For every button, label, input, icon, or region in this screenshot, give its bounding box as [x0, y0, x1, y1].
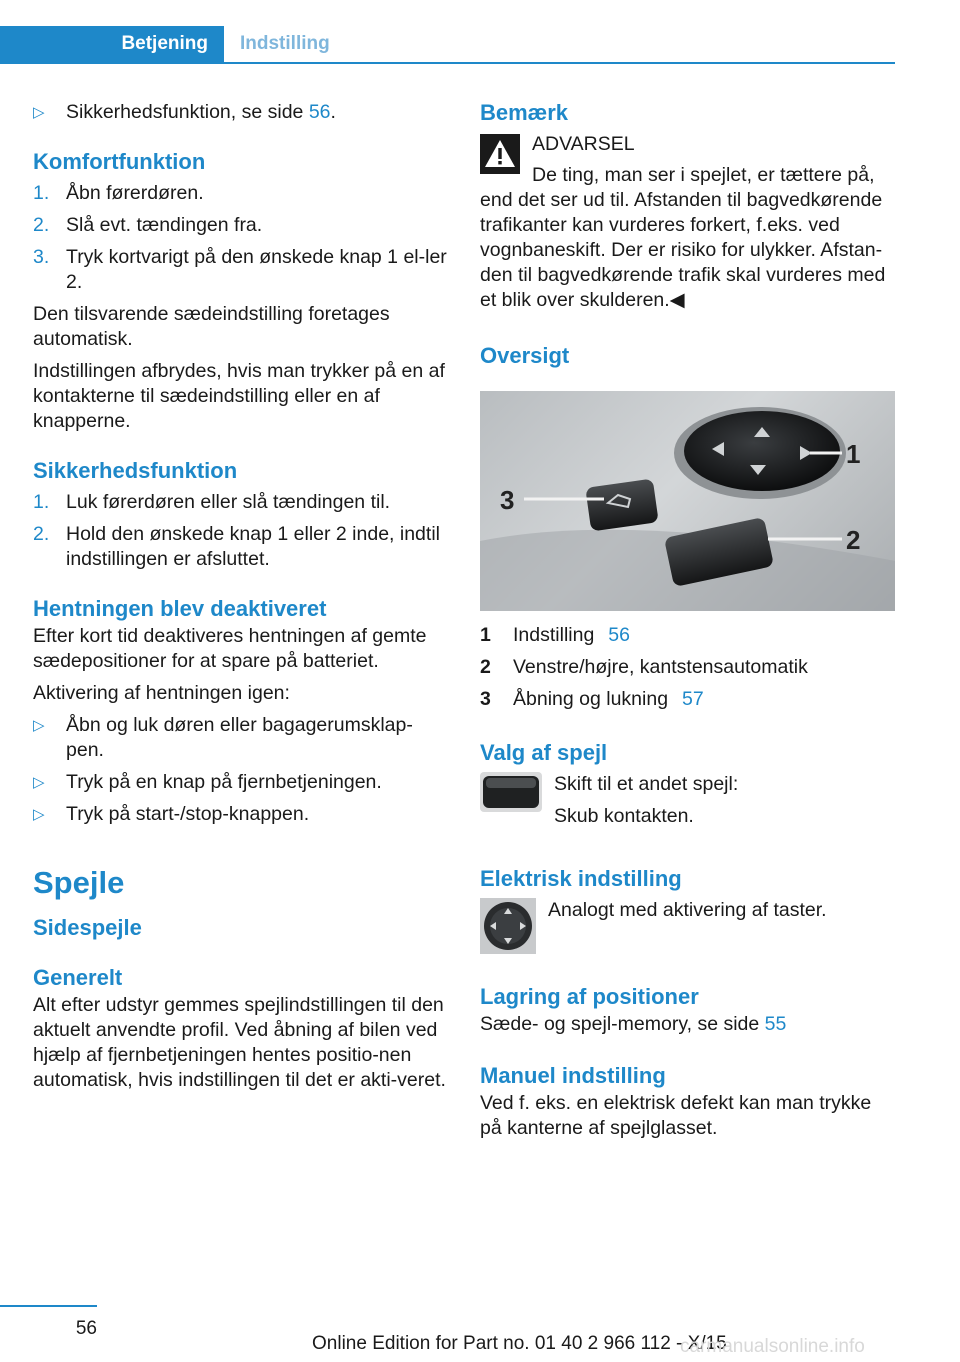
mirror-switch-icon — [480, 772, 542, 812]
legend-number: 2 — [480, 656, 491, 678]
step-number: 1. — [33, 182, 50, 204]
mirror-joystick-icon — [480, 898, 536, 954]
step-number: 1. — [33, 491, 50, 513]
list-item — [33, 802, 448, 827]
mirror-controls-illustration — [480, 391, 895, 611]
page-number: 56 — [75, 1318, 97, 1339]
heading-oversigt: Oversigt — [480, 343, 570, 368]
list-item — [33, 100, 448, 125]
valg-row — [480, 772, 896, 836]
paragraph: Indstillingen afbrydes, hvis man trykker på en af kontakterne til sædeindstilling eller en af knapperne. — [33, 360, 445, 432]
step-text: Åbn førerdøren. — [66, 182, 204, 204]
list-item — [33, 770, 448, 795]
left-column — [33, 100, 448, 1100]
page-link[interactable]: 55 — [764, 1013, 787, 1035]
footer-line — [0, 1305, 97, 1307]
legend-number: 3 — [480, 688, 491, 710]
legend-text: Venstre/højre, kantstensautomatik — [513, 656, 808, 678]
heading-bemaerk: Bemærk — [480, 100, 569, 125]
paragraph: Skub kontakten. — [554, 805, 694, 827]
right-column — [480, 100, 896, 1148]
warning-label: ADVARSEL — [532, 133, 635, 155]
step-number: 3. — [33, 246, 50, 268]
heading-sidespejle: Sidespejle — [33, 915, 142, 940]
page-link[interactable]: 57 — [682, 688, 704, 710]
paragraph: Aktivering af hentningen igen: — [33, 682, 290, 704]
heading-hentning: Hentningen blev deaktiveret — [33, 596, 327, 621]
list-item — [33, 713, 448, 763]
tab-indstilling[interactable]: Indstilling — [240, 33, 330, 54]
heading-lagring: Lagring af positioner — [480, 984, 699, 1009]
step-number: 2. — [33, 523, 50, 545]
list-item — [33, 181, 448, 206]
page-link[interactable]: 56 — [308, 101, 331, 123]
step-text: Tryk kortvarigt på den ønskede knap 1 el-ler 2. — [66, 246, 447, 293]
warning-text-line: De ting, man ser i spejlet, er tættere på, — [532, 164, 875, 186]
figure-label-2: 2 — [846, 525, 861, 555]
warning-block — [480, 132, 896, 188]
heading-spejle: Spejle — [33, 865, 125, 900]
paragraph: Ved f. eks. en elektrisk defekt kan man trykke på kanterne af spejlglasset. — [480, 1092, 872, 1139]
watermark: carmanualsonline.info — [680, 1336, 865, 1357]
step-text: Hold den ønskede knap 1 eller 2 inde, indtil indstillingen er afsluttet. — [66, 523, 440, 570]
list-item — [33, 213, 448, 238]
legend-number: 1 — [480, 624, 491, 646]
warning-triangle-icon — [480, 134, 520, 174]
legend-item — [480, 687, 896, 712]
paragraph: Efter kort tid deaktiveres hentningen af gemte sædepositioner for at spare på batteriet. — [33, 625, 427, 672]
triangle-bullet-icon: ▷ — [33, 806, 45, 823]
mirror-controls-photo — [480, 391, 895, 611]
bullet-end: . — [330, 101, 336, 123]
legend-text: Åbning og lukning — [513, 688, 669, 710]
bullet-text: Sikkerhedsfunktion, se side — [66, 101, 309, 123]
paragraph: Alt efter udstyr gemmes spejlindstillingen til den aktuelt anvendte profil. Ved åbning af bilen ved hjælp af fjernbetjeningen hentes positio-nen automatisk, hvis indstillingen til det er akti-veret. — [33, 994, 446, 1091]
list-item — [33, 522, 448, 572]
heading-manuel-indstilling: Manuel indstilling — [480, 1063, 666, 1088]
bullet-text: Tryk på start-/stop-knappen. — [66, 803, 310, 825]
paragraph: Skift til et andet spejl: — [554, 773, 739, 795]
paragraph: Sæde- og spejl-memory, se side — [480, 1013, 765, 1035]
legend-item — [480, 655, 896, 680]
heading-valg-af-spejl: Valg af spejl — [480, 740, 608, 765]
warning-text: end det ser ud til. Afstanden til bagvedkørende trafikanter kan vurderes forkert, f.eks. ved vognbaneskift. Der er risiko for ulykker. Afstan-den til bagvedkørende trafik skal vurderes med et blik over skulderen.◀ — [480, 189, 886, 311]
heading-sikkerhedsfunktion: Sikkerhedsfunktion — [33, 458, 238, 483]
legend-text: Indstilling — [513, 624, 595, 646]
paragraph: Den tilsvarende sædeindstilling foretages automatisk. — [33, 303, 390, 350]
step-text: Luk førerdøren eller slå tændingen til. — [66, 491, 391, 513]
list-item — [33, 245, 448, 295]
step-text: Slå evt. tændingen fra. — [66, 214, 263, 236]
bullet-text: Åbn og luk døren eller bagagerumsklap-pen. — [66, 714, 413, 761]
heading-generelt: Generelt — [33, 965, 123, 990]
legend-item — [480, 623, 896, 648]
edition-text: Online Edition for Part no. 01 40 2 966 112 - X/15 — [312, 1333, 727, 1354]
step-number: 2. — [33, 214, 50, 236]
tab-betjening[interactable]: Betjening — [0, 26, 224, 62]
figure-label-3: 3 — [500, 485, 515, 515]
page-link[interactable]: 56 — [608, 624, 630, 646]
paragraph: Analogt med aktivering af taster. — [548, 899, 827, 921]
list-item — [33, 490, 448, 515]
triangle-bullet-icon: ▷ — [33, 774, 45, 791]
triangle-bullet-icon: ▷ — [33, 104, 45, 121]
triangle-bullet-icon: ▷ — [33, 717, 45, 734]
heading-komfortfunktion: Komfortfunktion — [33, 149, 206, 174]
elektrisk-row — [480, 898, 896, 954]
bullet-text: Tryk på en knap på fjernbetjeningen. — [66, 771, 382, 793]
figure-label-1: 1 — [846, 439, 861, 469]
heading-elektrisk-indstilling: Elektrisk indstilling — [480, 866, 682, 891]
